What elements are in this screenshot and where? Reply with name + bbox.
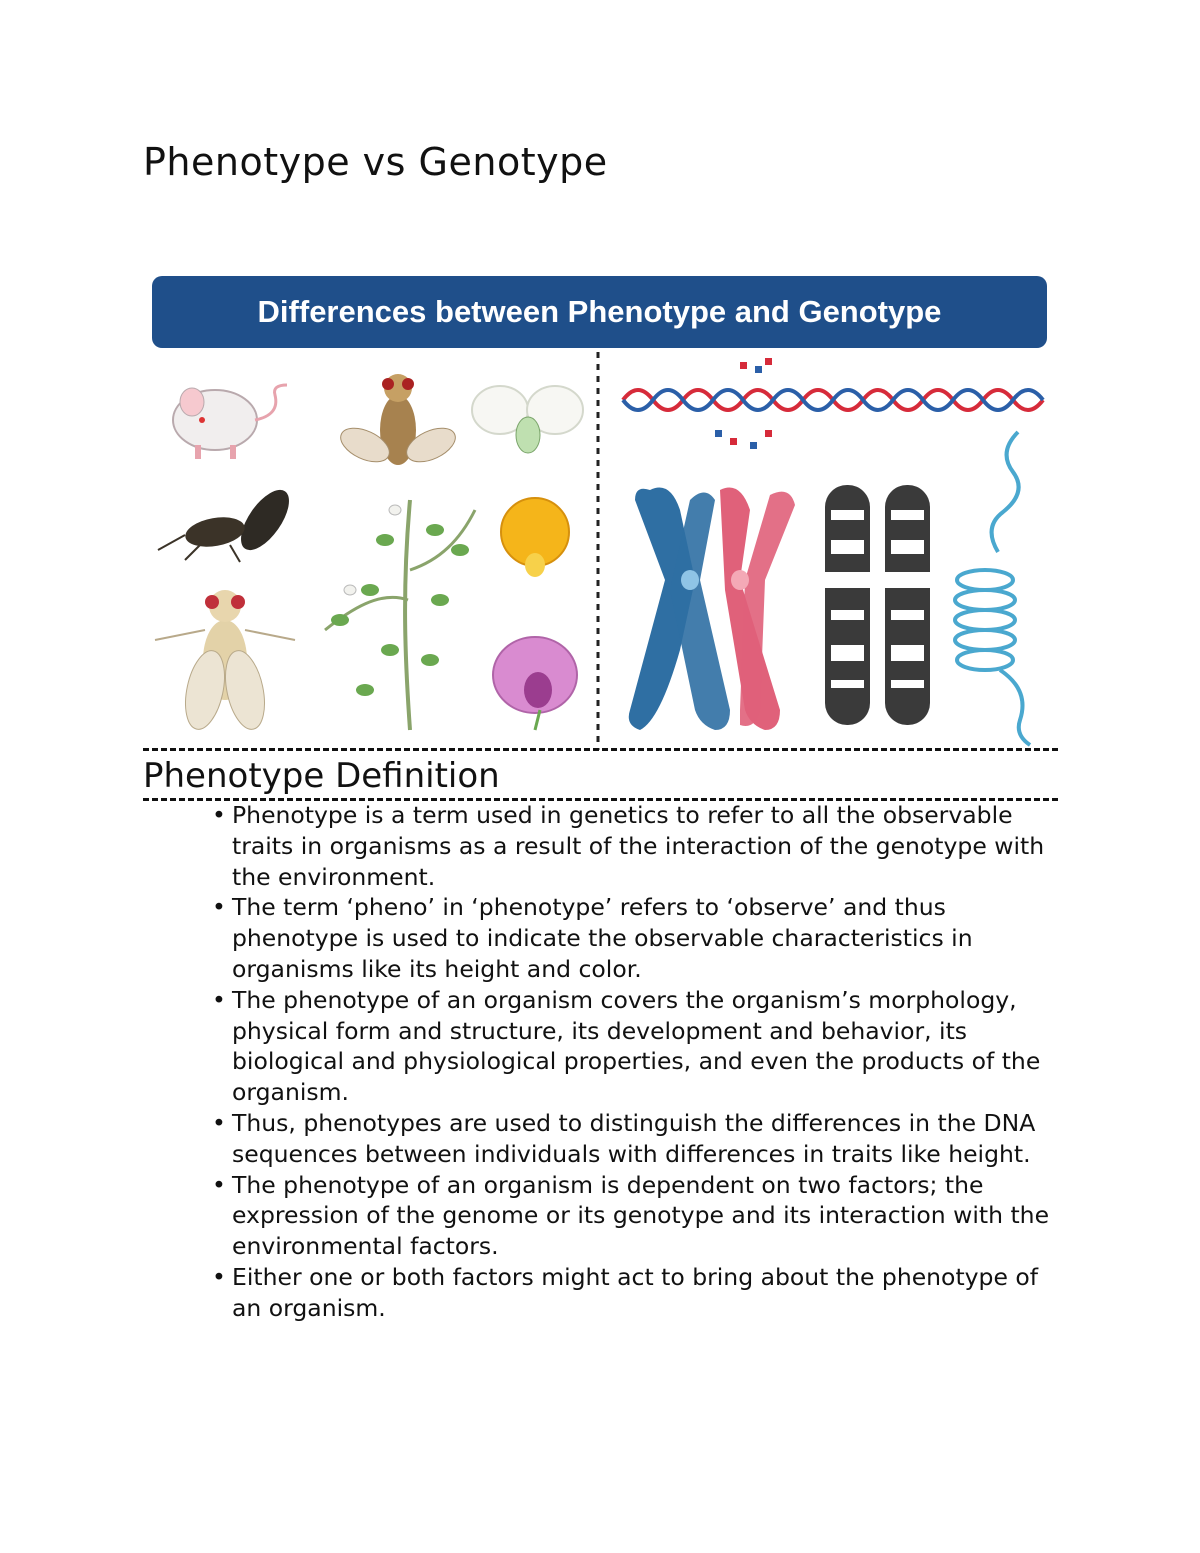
document-title: Phenotype vs Genotype bbox=[143, 140, 608, 184]
list-item: • Thus, phenotypes are used to distinguish the differences in the DNA sequences between individuals with differences in traits like height. bbox=[190, 1108, 1070, 1170]
yellow-flower-icon bbox=[501, 498, 569, 577]
banded-chromosome-icon bbox=[825, 485, 930, 725]
list-item: • Either one or both factors might act to bring about the phenotype of an organism. bbox=[190, 1262, 1070, 1324]
dna-helix-icon bbox=[623, 358, 1043, 449]
comparison-figure bbox=[140, 270, 1060, 750]
fruit-fly-icon bbox=[336, 374, 461, 469]
pea-plant-icon bbox=[325, 500, 475, 730]
white-flower-icon bbox=[472, 386, 583, 453]
x-chromosome-pair-icon bbox=[629, 488, 795, 731]
bullet-list bbox=[190, 800, 1070, 1324]
figure-banner: Differences between Phenotype and Genotype bbox=[152, 276, 1047, 348]
section-heading: Phenotype Definition bbox=[143, 756, 500, 796]
mouse-icon bbox=[173, 385, 287, 459]
beetle-icon bbox=[158, 482, 298, 562]
drosophila-icon bbox=[155, 590, 295, 733]
dashed-divider-top bbox=[143, 748, 1058, 751]
list-item: • Phenotype is a term used in genetics to refer to all the observable traits in organisms as a result of the interaction of the genotype with the environment. bbox=[190, 800, 1070, 892]
list-item: • The phenotype of an organism covers the organism’s morphology, physical form and structure, its development and behavior, its biological and physiological properties, and even the products of the organism. bbox=[190, 985, 1070, 1108]
list-item: • The term ‘pheno’ in ‘phenotype’ refers to ‘observe’ and thus phenotype is used to indicate the observable characteristics in organisms like its height and color. bbox=[190, 892, 1070, 984]
pink-flower-icon bbox=[493, 637, 577, 730]
coiled-dna-icon bbox=[955, 432, 1030, 745]
list-item: • The phenotype of an organism is dependent on two factors; the expression of the genome or its genotype and its interaction with the environmental factors. bbox=[190, 1170, 1070, 1262]
